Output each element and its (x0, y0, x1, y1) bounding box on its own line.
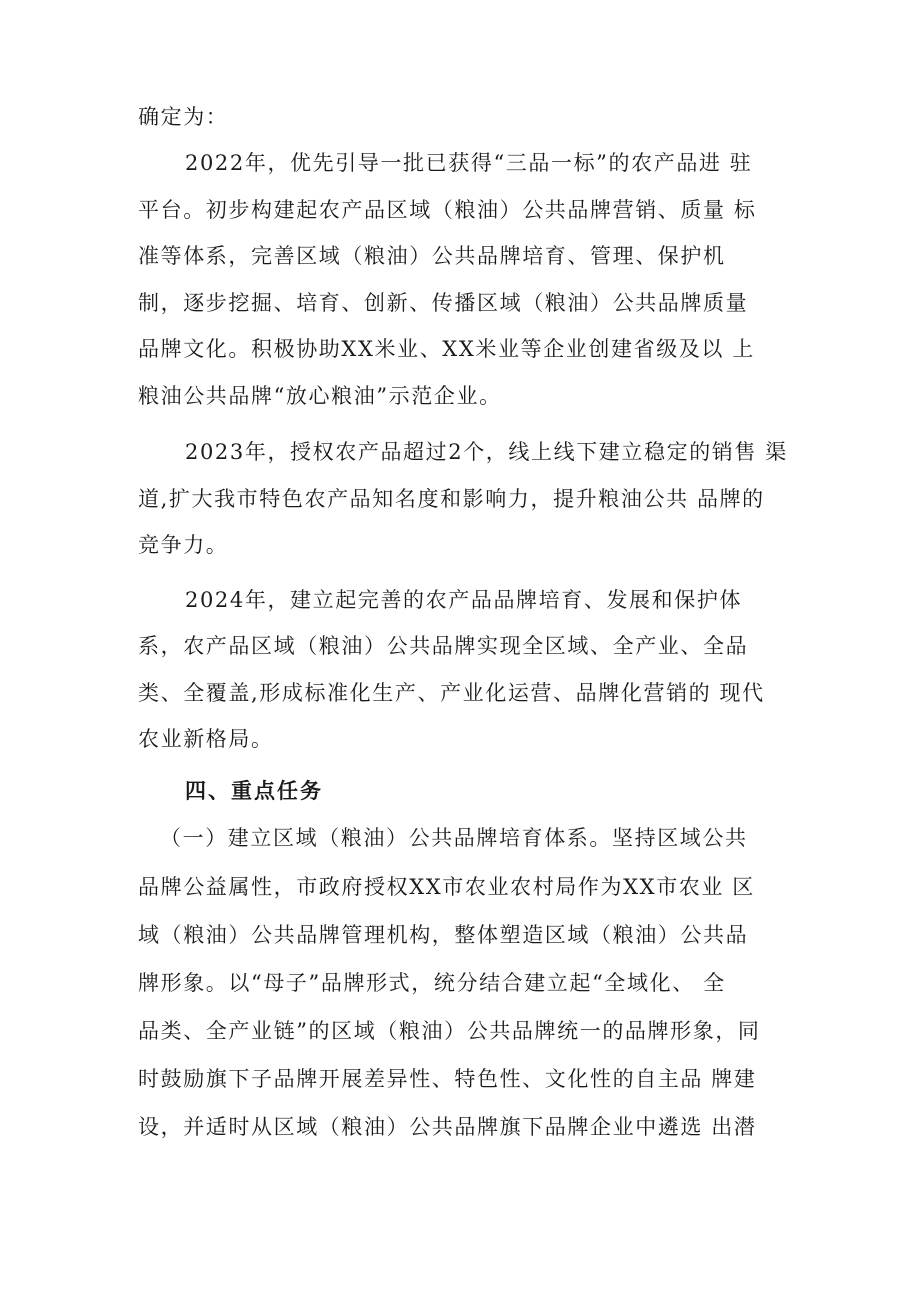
section-heading: 四、重点任务 (185, 778, 323, 803)
text-line: 道,扩大我市特色农产品知名度和影响力，提升粮油公共 品牌的 (138, 487, 765, 511)
paragraph-2024-line: 2024年，建立起完善的农产品品牌培育、发展和保护体 (185, 588, 743, 612)
text-line: 制，逐步挖掘、培育、创新、传播区域（粮油）公共品牌质量 (138, 291, 749, 315)
text-line: 准等体系，完善区域（粮油）公共品牌培育、管理、保护机 (138, 244, 726, 268)
text-line: 域（粮油）公共品牌管理机构，整体塑造区域（粮油）公共品 (138, 923, 749, 947)
paragraph-2023-line: 2023年，授权农产品超过2个，线上线下建立稳定的销售 渠 (185, 440, 788, 464)
text-line: 时鼓励旗下子品牌开展差异性、特色性、文化性的自主品 牌建 (138, 1067, 757, 1091)
text-line: 牌形象。以“母子”品牌形式，统分结合建立起“全域化、 全 (138, 971, 726, 995)
text-line: 确定为： (138, 105, 229, 129)
paragraph-2022-line: 2022年，优先引导一批已获得“三品一标”的农产品进 驻 (185, 151, 753, 175)
text-line: 竞争力。 (138, 533, 229, 557)
text-line: 品牌文化。积极协助XX米业、XX米业等企业创建省级及以 上 (138, 337, 755, 361)
text-line: 品牌公益属性，市政府授权XX市农业农村局作为XX市农业 区 (138, 875, 755, 899)
text-line: 系，农产品区域（粮油）公共品牌实现全区域、全产业、全品 (138, 634, 749, 658)
text-line: 品类、全产业链”的区域（粮油）公共品牌统一的品牌形象，同 (138, 1019, 761, 1043)
text-line: 类、全覆盖,形成标准化生产、产业化运营、品牌化营销的 现代 (138, 681, 765, 705)
text-line: 平台。初步构建起农产品区域（粮油）公共品牌营销、质量 标 (138, 198, 757, 222)
paragraph-task-1-line: （一）建立区域（粮油）公共品牌培育体系。坚持区域公共 (160, 826, 748, 850)
text-line: 设，并适时从区域（粮油）公共品牌旗下品牌企业中遴选 出潜 (138, 1115, 757, 1139)
text-line: 粮油公共品牌“放心粮油”示范企业。 (138, 384, 502, 408)
text-line: 农业新格局。 (138, 727, 274, 751)
